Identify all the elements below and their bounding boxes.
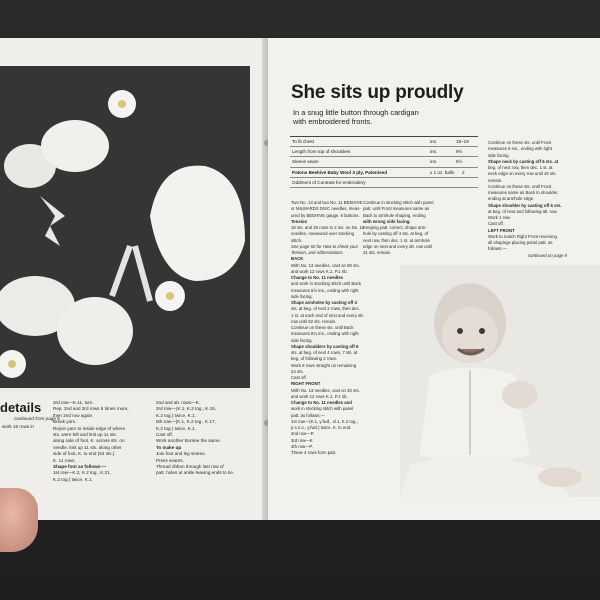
section-heading-details: details bbox=[0, 400, 42, 415]
baby-in-cardigan-illustration bbox=[400, 265, 600, 497]
baby-items-photo bbox=[0, 66, 250, 388]
left-col3-instructions: 2nd and alt. rows—K. 3rd row—(K.1, K.2 tog., K.19, K.2 tog.) twice, K.1. 5th row—(K.1, K.2 tog., K.17, K.2 tog.) twice, K.1. Cast off. Work another Bootee the same. To make up Join foot and leg seams. Press seams. Thread ribbon through last row of patt. holes at ankle leaving ends to tie. bbox=[156, 400, 235, 476]
left-col2-instructions: 3rd row—K.11, turn. Rep. 2nd and 3rd rows 8 times more, then 2nd row again. Break yarn. Rejoin yarn to inside edge of where sts. were left and knit up 11 sts. along side of foot, K. across sts. on needle, knit up 11 sts. along other side of foot, K. to end (53 sts.). K. 11 rows. Shape foot as follows:— 1st row—K.2, K.2 tog., K.21, K.2 tog.) twice, K.1. bbox=[53, 400, 129, 482]
measurements-table bbox=[290, 136, 478, 188]
right-col3-instructions: Continue on these sts. until Front measures 8 ins., ending with right side facing. Shape neck by casting off 6 sts. at beg. of next row, then dec. 1 st. at neck edge on every row until 19 sts. remain. Continue on these sts. until Front measures same as Back to shoulder, ending at armhole edge. Shape shoulder by casting off 6 sts. at beg. of next and following alt. row. Work 1 row. Cast off. LEFT FRONT Work to match Right Front reversing all shapings placing panel patt. as follows:— continued on page 9 bbox=[488, 140, 567, 258]
left-col1: work 16 rows in bbox=[2, 424, 34, 429]
table-row: Sleeve seam ins. 5½ bbox=[290, 157, 478, 167]
page-subtitle: In a snug little button through cardigan with embroidered fronts. bbox=[293, 108, 419, 127]
continued-from-note: continued from page 5 bbox=[14, 416, 60, 421]
table-row: To fit chest ins. 18–19 bbox=[290, 137, 478, 147]
baby-photo bbox=[400, 265, 600, 497]
knitted-items-illustration bbox=[0, 66, 250, 388]
right-col2-instructions: Continue in stocking stitch with panel patt. until Front measures same as Back to armhole shaping, ending with wrong side facing. Keeping patt. correct, shape arm- hole by casting off 4 sts. at beg. of next row, then dec. 1 st. at armhole edge on next and every alt. row until 31 sts. remain. bbox=[363, 200, 434, 255]
table-row: Length from top of shoulders ins. 9½ bbox=[290, 147, 478, 157]
page-title: She sits up proudly bbox=[291, 82, 464, 103]
right-col1-instructions: Two No. 13 and two No. 11 BEEHIVE or MILWARDS DISC needles, meas- ured by BEEHIVE gauge. 6 buttons. Tension 15 sts. and 20 rows to 2 ins. on No. 11 needles, measured over stocking stitch. See page 50 for How to check your Tension, and Abbreviations. BACK With No. 13 needles, cast on 80 sts. and work 12 rows K.1, P.1 rib. Change to No. 11 needles and work in stocking stitch until Back measures 5½ ins., ending with right side facing. Shape armholes by casting off 4 sts. at beg. of next 2 rows, then dec. 1 st. at each end of next and every alt. row until 62 sts. remain. Continue on these sts. until Back measures 8¾ ins., ending with right side facing. Shape shoulders by casting off 6 sts. at beg. of next 4 rows, 7 sts. at beg. of following 2 rows. Work 8 rows straight on remaining 24 sts. Cast off. RIGHT FRONT With No. 13 needles, cast on 40 sts. and work 12 rows K.1, P.1 rib. Change to No. 11 needles and work in stocking stitch with panel patt. as follows:— 1st row—(K.1, y.fwd., sl.1, K.2 tog., p.s.s.o., y.fwd.) twice, K. to end. 2nd row—P. 3rd row—K. 4th row—P. These 4 rows form patt. bbox=[291, 200, 365, 455]
table-row: Patons Beehive Baby Wool 3 ply, Patonised x 1 oz. balls 2 bbox=[290, 168, 478, 178]
table-row: Oddment of Contrast for embroidery bbox=[290, 178, 478, 188]
